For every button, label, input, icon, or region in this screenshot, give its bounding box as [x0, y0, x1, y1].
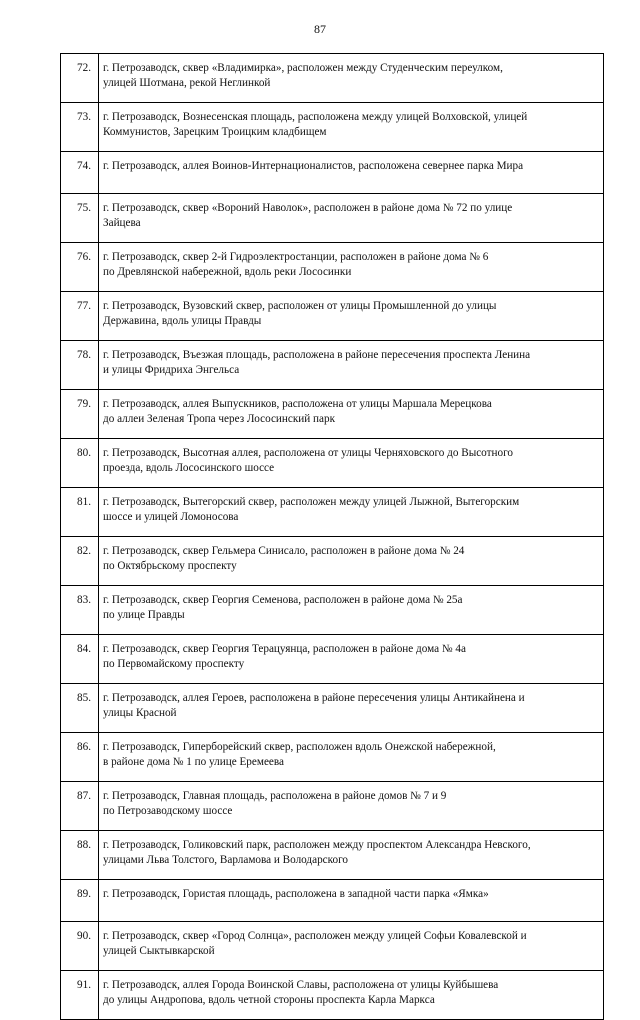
description-line: Коммунистов, Зарецким Троицким кладбищем	[103, 125, 327, 138]
row-number: 88.	[61, 831, 99, 880]
description-line: г. Петрозаводск, Голиковский парк, расположен между проспектом Александра Невского,	[103, 839, 531, 851]
table-row	[61, 831, 604, 880]
description-line: г. Петрозаводск, сквер Георгия Терацуянца, расположен в районе дома № 4а	[103, 643, 466, 655]
row-number: 80.	[61, 439, 99, 488]
description-line: г. Петрозаводск, сквер «Вороний Наволок», расположен в районе дома № 72 по улице	[103, 202, 513, 214]
description-line: по Древлянской набережной, вдоль реки Лососинки	[103, 265, 352, 278]
description-line: г. Петрозаводск, Вытегорский сквер, расположен между улицей Лыжной, Вытегорским	[103, 496, 520, 508]
description-line: г. Петрозаводск, сквер «Владимирка», расположен между Студенческим переулком,	[103, 62, 503, 74]
description-line: г. Петрозаводск, сквер Гельмера Синисало, расположен в районе дома № 24	[103, 545, 465, 557]
row-description	[99, 880, 604, 922]
row-description	[99, 537, 604, 586]
description-line: г. Петрозаводск, аллея Героев, расположена в районе пересечения улицы Антикайнена и	[103, 692, 525, 704]
row-number: 75.	[61, 194, 99, 243]
description-line: улицы Красной	[103, 706, 177, 719]
description-line: г. Петрозаводск, аллея Воинов-Интернационалистов, расположена севернее парка Мира	[103, 160, 524, 172]
row-number: 74.	[61, 152, 99, 194]
description-line: по Петрозаводскому шоссе	[103, 804, 233, 817]
table-row	[61, 537, 604, 586]
description-line: улицей Шотмана, рекой Неглинкой	[103, 76, 271, 89]
description-line: г. Петрозаводск, Высотная аллея, расположена от улицы Черняховского до Высотного	[103, 447, 514, 459]
row-description	[99, 152, 604, 194]
row-number: 79.	[61, 390, 99, 439]
page-number: 87	[314, 22, 326, 36]
description-line: Зайцева	[103, 216, 141, 229]
description-line: до аллеи Зеленая Тропа через Лососинский парк	[103, 412, 336, 425]
table-row	[61, 152, 604, 194]
table-row	[61, 684, 604, 733]
table-row	[61, 971, 604, 1020]
description-line: по улице Правды	[103, 608, 185, 621]
entries-body	[61, 54, 604, 1020]
row-description	[99, 922, 604, 971]
description-line: и улицы Фридриха Энгельса	[103, 363, 240, 376]
row-number: 90.	[61, 922, 99, 971]
table-row	[61, 390, 604, 439]
description-line: проезда, вдоль Лососинского шоссе	[103, 461, 275, 474]
row-description	[99, 586, 604, 635]
row-description	[99, 341, 604, 390]
description-line: по Первомайскому проспекту	[103, 657, 245, 670]
description-line: г. Петрозаводск, сквер «Город Солнца», расположен между улицей Софьи Ковалевской и	[103, 930, 527, 942]
table-row	[61, 292, 604, 341]
row-description	[99, 243, 604, 292]
table-row	[61, 488, 604, 537]
entries-table	[60, 53, 604, 1020]
row-description	[99, 635, 604, 684]
row-number: 78.	[61, 341, 99, 390]
description-line: г. Петрозаводск, аллея Города Воинской Славы, расположена от улицы Куйбышева	[103, 979, 499, 991]
description-line: г. Петрозаводск, сквер Георгия Семенова, расположен в районе дома № 25а	[103, 594, 463, 606]
description-line: до улицы Андропова, вдоль четной стороны проспекта Карла Маркса	[103, 993, 435, 1006]
row-number: 82.	[61, 537, 99, 586]
description-line: в районе дома № 1 по улице Еремеева	[103, 755, 284, 768]
row-description	[99, 54, 604, 103]
row-number: 86.	[61, 733, 99, 782]
description-line: Державина, вдоль улицы Правды	[103, 314, 262, 327]
row-description	[99, 782, 604, 831]
row-description	[99, 488, 604, 537]
row-description	[99, 194, 604, 243]
description-line: г. Петрозаводск, сквер 2-й Гидроэлектростанции, расположен в районе дома № 6	[103, 251, 489, 263]
row-number: 91.	[61, 971, 99, 1020]
row-description	[99, 971, 604, 1020]
description-line: по Октябрьскому проспекту	[103, 559, 237, 572]
description-line: г. Петрозаводск, аллея Выпускников, расположена от улицы Маршала Мерецкова	[103, 398, 492, 410]
description-line: улицами Льва Толстого, Варламова и Володарского	[103, 853, 349, 866]
description-line: г. Петрозаводск, Главная площадь, расположена в районе домов № 7 и 9	[103, 790, 447, 802]
row-number: 85.	[61, 684, 99, 733]
table-row	[61, 341, 604, 390]
table-row	[61, 733, 604, 782]
table-row	[61, 439, 604, 488]
description-line: г. Петрозаводск, Гористая площадь, расположена в западной части парка «Ямка»	[103, 888, 489, 900]
row-number: 73.	[61, 103, 99, 152]
table-row	[61, 54, 604, 103]
row-description	[99, 292, 604, 341]
row-number: 76.	[61, 243, 99, 292]
row-number: 87.	[61, 782, 99, 831]
table-row	[61, 103, 604, 152]
description-line: г. Петрозаводск, Вознесенская площадь, расположена между улицей Волховской, улицей	[103, 111, 528, 123]
row-description	[99, 831, 604, 880]
row-description	[99, 684, 604, 733]
description-line: г. Петрозаводск, Вузовский сквер, расположен от улицы Промышленной до улицы	[103, 300, 497, 312]
description-line: г. Петрозаводск, Въезжая площадь, расположена в районе пересечения проспекта Ленина	[103, 349, 531, 361]
row-number: 84.	[61, 635, 99, 684]
row-number: 77.	[61, 292, 99, 341]
description-line: г. Петрозаводск, Гиперборейский сквер, расположен вдоль Онежской набережной,	[103, 741, 496, 753]
table-row	[61, 635, 604, 684]
row-number: 83.	[61, 586, 99, 635]
row-description	[99, 390, 604, 439]
row-description	[99, 439, 604, 488]
row-description	[99, 103, 604, 152]
table-row	[61, 922, 604, 971]
table-row	[61, 586, 604, 635]
description-line: шоссе и улицей Ломоносова	[103, 510, 239, 523]
table-row	[61, 243, 604, 292]
row-number: 72.	[61, 54, 99, 103]
description-line: улицей Сыктывкарской	[103, 944, 215, 957]
row-description	[99, 733, 604, 782]
table-row	[61, 194, 604, 243]
table-row	[61, 880, 604, 922]
row-number: 89.	[61, 880, 99, 922]
table-row	[61, 782, 604, 831]
row-number: 81.	[61, 488, 99, 537]
